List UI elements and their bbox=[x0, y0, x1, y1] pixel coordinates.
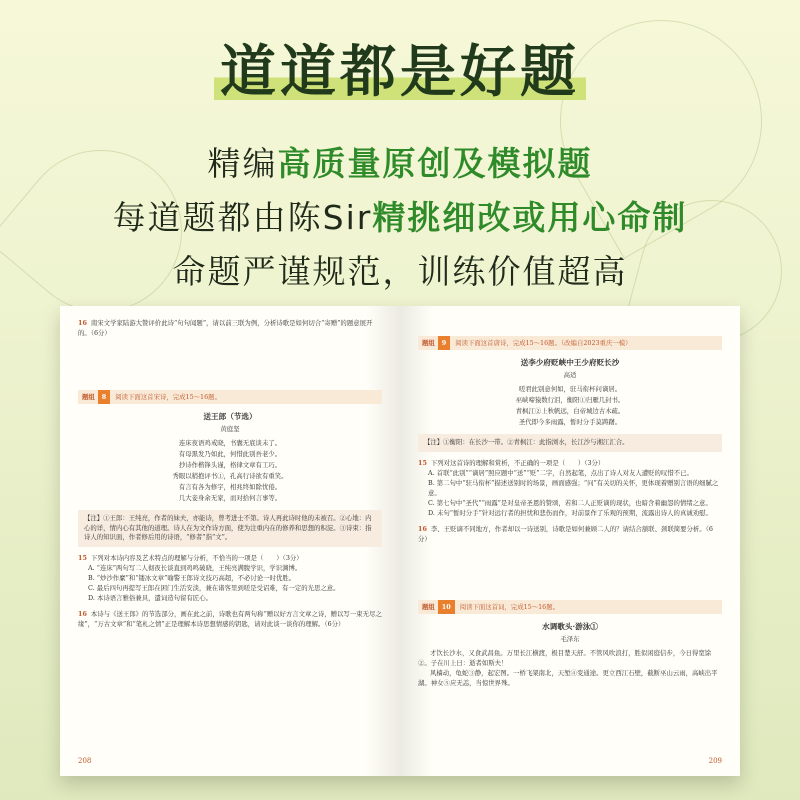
right-page bbox=[400, 306, 740, 776]
poem-line: 有母黑发乃如此，何惜此别吾老少。 bbox=[178, 450, 282, 458]
poem-stanza: 才饮长沙水，又食武昌鱼。万里长江横渡，极目楚天舒。不管风吹浪打，胜似闲庭信步，今日得宽馀②。子在川上曰：逝者如斯夫！ bbox=[418, 648, 712, 667]
question-text: 李、王贬谪不同地方，作者却以一诗送别，诗歌是如何兼顾二人的？请结合颔联、颈联简要分析。（6分） bbox=[418, 524, 713, 543]
question-number: 15 bbox=[418, 458, 427, 467]
poem-line: 圣代即今多雨露，暂时分手莫踌躇。 bbox=[518, 418, 622, 426]
banner-number: 9 bbox=[438, 336, 450, 350]
answer-option: D. 末句“暂时分手”针对远行者的担忧和悲伤而作，对前景作了乐观的预期，流露出诗人的真诚劝慰。 bbox=[428, 508, 712, 517]
question-16 bbox=[78, 318, 382, 338]
tagline-1-plain: 精编 bbox=[207, 144, 278, 183]
question-text: 南宋文学家陆游大赞评价此诗“句句闻题”，请以前三联为例，分析诗歌是如何切合“寄赠”的题意展开的。（6分） bbox=[78, 319, 373, 337]
poem-body bbox=[78, 438, 382, 504]
left-page bbox=[60, 306, 400, 776]
tagline-2-highlight: 精挑细改或用心命制 bbox=[372, 198, 688, 237]
question-number: 15 bbox=[78, 553, 87, 562]
tagline-2-plain: 每道题都由陈Sir bbox=[112, 198, 373, 237]
banner-text: 阅读下面这首唐诗，完成15～16题。（改编自2023重庆一模） bbox=[455, 339, 632, 347]
poem-line: 巫峡啼猿数行泪，衡阳①归雁几封书。 bbox=[515, 396, 625, 404]
answer-option: A. “连床”两句写二人彻夜长谈直到鸡鸣破晓，王纯亮满腹学识，学识渊博。 bbox=[88, 563, 302, 572]
tagline-3-text: 命题严谨规范，训练价值超高 bbox=[172, 252, 628, 291]
answer-option: C. 第七句中“圣代”“雨露”是对皇帝圣恩的赞颂，若和二人正贬谪的现状，也暗含着幽怨的情绪之意。 bbox=[428, 498, 712, 507]
poem-title: 送李少府贬峡中王少府贬长沙 bbox=[520, 358, 620, 367]
poem-line: 嗟君此别意何如，驻马衔杯问谪居。 bbox=[518, 385, 622, 393]
question-group-banner bbox=[418, 600, 722, 614]
banner-text: 阅读下面这首宋诗，完成15～16题。 bbox=[115, 393, 221, 401]
question-15 bbox=[418, 458, 722, 518]
banner-tag: 题组 bbox=[422, 602, 435, 611]
poem-author: 黄庭坚 bbox=[220, 425, 240, 433]
question-number: 16 bbox=[418, 524, 427, 533]
banner-number: 10 bbox=[438, 600, 455, 614]
headline-text: 道道都是好题 bbox=[214, 28, 586, 108]
question-text: 下列对本诗内容及艺术特点的理解与分析，不恰当的一项是（ ）（3分） bbox=[90, 553, 303, 562]
question-number: 16 bbox=[78, 609, 87, 618]
poem-line: 抄诗作楷锋头谨，格律文章有工巧。 bbox=[178, 461, 282, 469]
poem-author: 高适 bbox=[563, 371, 577, 379]
poem-line: 几大妾身余无家，而对拾何言事等。 bbox=[178, 494, 282, 502]
banner-number: 8 bbox=[98, 390, 110, 404]
open-book bbox=[60, 306, 740, 776]
question-text: 下列对这首诗的理解和赏析，不正确的一项是（ ）（3分） bbox=[430, 458, 605, 467]
poem-stanza: 风樯动，龟蛇③静，起宏图。一桥飞架南北，天堑④变通途。更立西江石壁，截断巫山云雨，高峡出平湖。神女⑤应无恙，当惊世界殊。 bbox=[418, 668, 718, 687]
poem-note: 【注】①衡阳：在长沙一带。②青枫江：此指浏水，长江沙与湘江汇合。 bbox=[418, 434, 722, 452]
poem-title: 送王郎（节选） bbox=[203, 412, 257, 421]
poem-author: 毛泽东 bbox=[560, 634, 580, 643]
poem-body bbox=[418, 384, 722, 428]
question-15 bbox=[78, 553, 382, 603]
banner-text: 阅读下面这首词，完成15～16题。 bbox=[459, 602, 560, 611]
headline bbox=[0, 28, 800, 108]
page-number: 208 bbox=[78, 757, 92, 765]
answer-option: C. 最后四句再提写王郎在困门生活安淡，兼在诸客里到嗟是受诏难，有一定的光思之意。 bbox=[88, 583, 340, 592]
poem-line: 青枫江②上秋帆远，白帝城边古木疏。 bbox=[515, 407, 625, 415]
poem-title: 水调歌头·游泳① bbox=[542, 621, 598, 631]
answer-option: D. 本诗语言雅俗兼具，遣词造句留有匠心。 bbox=[88, 593, 212, 602]
tagline-1 bbox=[0, 138, 800, 185]
answer-option: B. 第二句中“驻马衔杯”描述送别时的场景，画面感强；“问”有关切的关怀，更体现着赠别言语的细腻之意。 bbox=[428, 478, 719, 497]
tagline-2 bbox=[0, 192, 800, 239]
poem-line: 有言有各为修宇，相兆终如除忧倦。 bbox=[178, 483, 282, 491]
question-group-banner bbox=[78, 390, 382, 404]
poem-note: 【注】①王郎：王纯亮，作者的妹夫，亦能诗，曾考进士不第。诗人再此诗时他的未被召。②心地：内心的详，情内心有其他的道理。诗人在为文作诗方面，使为注重内在的修养和思想的积淀。③诗束：指诗人的知识面，作者修后用的诗语，“修者”指“文”。 bbox=[78, 510, 382, 547]
banner-tag: 题组 bbox=[82, 393, 95, 401]
poem-line: 秀眼以稍抱评书①，孔高行诗欲有重笑。 bbox=[172, 472, 288, 480]
question-16b bbox=[78, 609, 382, 629]
page-number: 209 bbox=[708, 757, 722, 765]
question-group-banner bbox=[418, 336, 722, 350]
banner-tag: 题组 bbox=[422, 339, 435, 347]
answer-option: B. “炒沙作縻”和“镂冰文章”喻警王郎诗文技巧高超，不必讨论一时优胜。 bbox=[88, 573, 296, 582]
answer-option: A. 首联“此别”“谪居”照应题中“送”“贬”二字，自然起笔，点出了诗人对友人遭贬的叹惜不已。 bbox=[428, 468, 693, 477]
question-16 bbox=[418, 524, 722, 544]
poem-body bbox=[418, 648, 722, 688]
tagline-1-highlight: 高质量原创及模拟题 bbox=[277, 144, 593, 183]
poem-line: 连床夜语鸡戒晓，书囊无底谈未了。 bbox=[178, 439, 282, 447]
tagline-3 bbox=[0, 246, 800, 293]
question-number: 16 bbox=[78, 319, 87, 327]
question-text: 本诗与《送王郎》的节选部分，画在此之前，诗歌也有两句称“赠以好方言文章之诗，赠以写一束无尽之缘”，“万古文章”和“笔札之情”正是理解本诗思想情感的钥匙，请对此谈一谈你的理解。（6分） bbox=[78, 609, 382, 628]
